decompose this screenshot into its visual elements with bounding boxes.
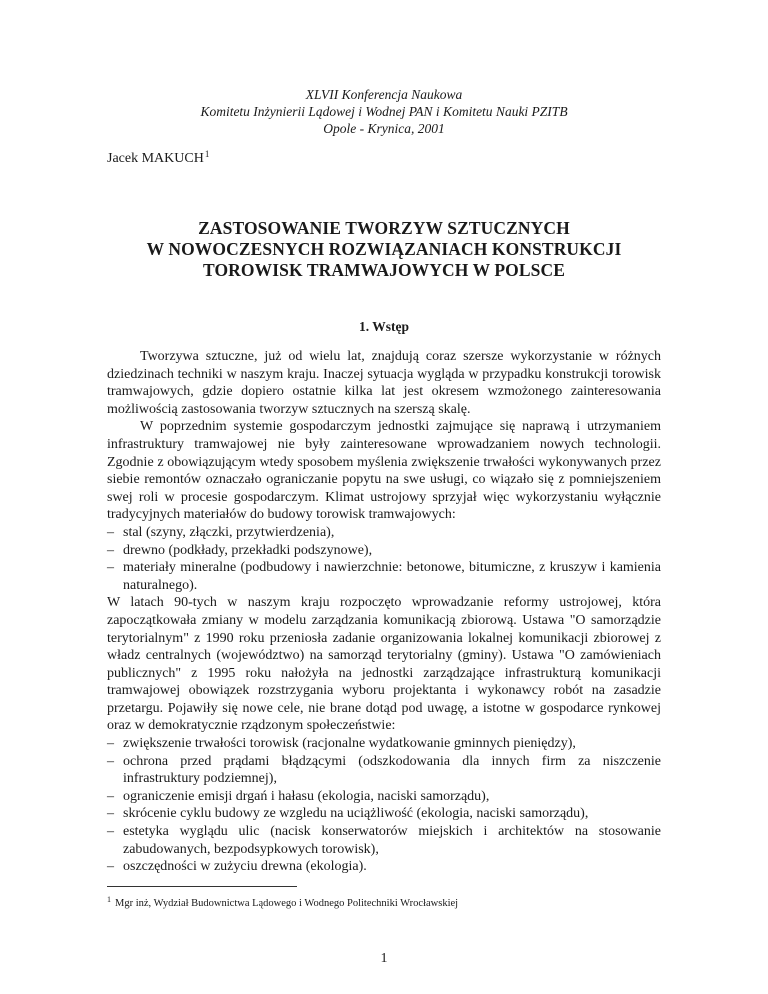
paper-title <box>0 218 768 281</box>
list-item: – ochrona przed prądami błądzącymi (odszkodowania dla innych firm za niszczenie infrastruktury podziemnej), <box>107 753 661 788</box>
paragraph-3: W latach 90-tych w naszym kraju rozpoczęto wprowadzanie reformy ustrojowej, która zapoczątkowała zmiany w modelu zarządzania komunikacją zbiorową. Ustawa "O samorządzie terytorialnym" z 1990 roku przeniosła zadanie organizowania lokalnej komunikacji zbiorowej z władz centralnych (województwo) na samorząd terytorialny (gminy). Ustawa "O zamówieniach publicznych" z 1995 roku nałożyła na jednostki zarządzające infrastrukturą komunikacji tramwajowej obowiązek rozstrzygania wyboru projektanta i wykonawcy robót na zasadzie przetargu. Pojawiły się nowe cele, nie brane dotąd pod uwagę, a istotne w gospodarce rynkowej oraz w demokratycznie rządzonym społeczeństwie: <box>107 595 661 734</box>
conference-location: Opole - Krynica, 2001 <box>323 121 445 136</box>
list-item: – drewno (podkłady, przekładki podszynowe), <box>107 542 661 560</box>
list-item: – estetyka wyglądu ulic (nacisk konserwatorów miejskich i architektów na stosowanie zabudowanych, bezpodsypkowych torowisk), <box>107 823 661 858</box>
author-footnote-mark: 1 <box>204 149 210 159</box>
conference-name: XLVII Konferencja Naukowa <box>305 87 463 102</box>
footnote-text: Mgr inż, Wydział Budownictwa Lądowego i Wodnego Politechniki Wrocławskiej <box>115 898 459 909</box>
goals-list <box>107 735 661 876</box>
conference-committees: Komitetu Inżynierii Lądowej i Wodnej PAN i Komitetu Nauki PZITB <box>200 104 568 119</box>
paragraph-1: Tworzywa sztuczne, już od wielu lat, znajdują coraz szersze wykorzystanie w różnych dziedzinach techniki w naszym kraju. Inaczej sytuacja wygląda w przypadku konstrukcji torowisk tramwajowych, gdzie dopiero ostatnie kilka lat jest okresem wzmożonego zainteresowania możliwością zastosowania tworzyw sztucznych na szerszą skalę. <box>107 349 661 417</box>
title-line-3: TOROWISK TRAMWAJOWYCH W POLSCE <box>203 260 565 280</box>
list-item: – materiały mineralne (podbudowy i nawierzchnie: betonowe, bitumiczne, z kruszyw i kamienia naturalnego). <box>107 559 661 594</box>
footnote-divider <box>107 886 297 887</box>
author-name: Jacek MAKUCH <box>107 151 204 166</box>
title-line-1: ZASTOSOWANIE TWORZYW SZTUCZNYCH <box>198 218 570 238</box>
title-line-2: W NOWOCZESNYCH ROZWIĄZANIACH KONSTRUKCJI <box>146 239 622 259</box>
paragraph-2: W poprzednim systemie gospodarczym jednostki zajmujące się naprawą i utrzymaniem infrastruktury tramwajowej nie były zainteresowane wprowadzaniem nowych technologii. Zgodnie z obowiązującym wtedy sposobem myślenia zwiększenie trwałości wykonywanych przez siebie remontów oznaczało ograniczanie popytu na swe usługi, co wiązało się z pomniejszeniem swej roli w procesie gospodarczym. Klimat ustrojowy sprzyjał więc wykorzystaniu wyłącznie tradycyjnych materiałów do budowy torowisk tramwajowych: <box>107 419 661 523</box>
list-item: – stal (szyny, złączki, przytwierdzenia), <box>107 524 661 542</box>
footnote <box>107 895 458 909</box>
footnote-mark: 1 <box>107 895 111 904</box>
list-item: – zwiększenie trwałości torowisk (racjonalne wydatkowanie gminnych pieniędzy), <box>107 735 661 753</box>
page-number: 1 <box>380 951 388 966</box>
list-item: – oszczędności w zużyciu drewna (ekologia). <box>107 858 661 876</box>
list-item: – ograniczenie emisji drgań i hałasu (ekologia, naciski samorządu), <box>107 788 661 806</box>
materials-list <box>107 524 661 594</box>
author-line <box>107 149 209 167</box>
list-item: – skrócenie cyklu budowy ze wzgledu na uciążliwość (ekologia, naciski samorządu), <box>107 805 661 823</box>
conference-header <box>0 86 768 137</box>
body-text <box>107 348 661 876</box>
section-heading: 1. Wstęp <box>358 319 409 334</box>
